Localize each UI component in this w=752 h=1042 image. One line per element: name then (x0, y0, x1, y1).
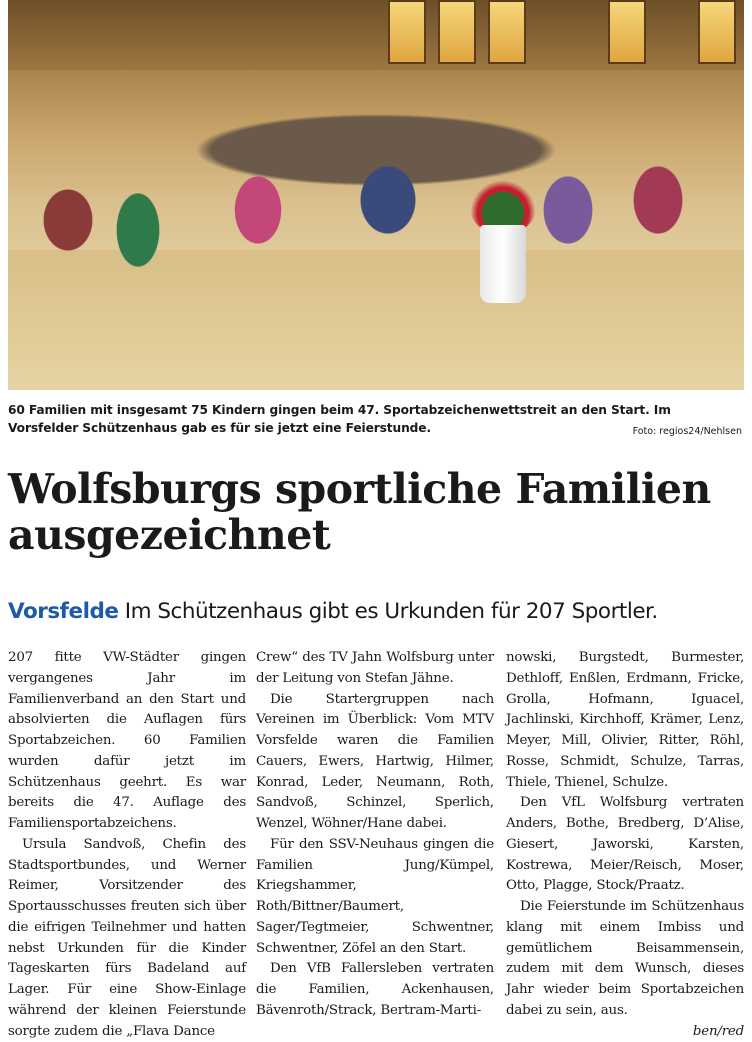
photo-window (488, 0, 526, 64)
paragraph: nowski, Burgstedt, Burmester, Dethloff, Enßlen, Erdmann, Fricke, Grolla, Hofmann, Iguacel, Jachlinski, Kirchhoff, Krämer, Lenz, Meyer, Mill, Olivier, Ritter, Röhl, Rosse, Schmidt, Schulze, Tarras, Thiele, Thienel, Schulze. (506, 648, 744, 793)
paragraph: 207 fitte VW-Städter gingen vergangenes Jahr im Familienverband an den Start und absolvierten die Auflagen fürs Sportabzeichen. 60 Familien wurden dafür jetzt im Schützenhaus geehrt. Es war bereits die 47. Auflage des Familiensportabzeichens. (8, 648, 246, 835)
flower-pot (480, 225, 526, 303)
paragraph: Die Startergruppen nach Vereinen im Überblick: Vom MTV Vorsfelde waren die Familien Cauers, Ewers, Hartwig, Hilmer, Konrad, Leder, Neumann, Roth, Sandvoß, Schinzel, Sperlich, Wenzel, Wöhner/Hane dabei. (256, 690, 494, 835)
photo-window (388, 0, 426, 64)
paragraph: Ursula Sandvoß, Chefin des Stadtsportbundes, und Werner Reimer, Vorsitzender des Sportausschusses freuten sich über die eifrigen Teilnehmer und hatten nebst Urkunden für die Kinder Tageskarten fürs Badeland auf Lager. Für eine Show-Einlage während der kleinen Feierstunde sorgte zudem die „Flava Dance (8, 835, 246, 1042)
paragraph: Den VfL Wolfsburg vertraten Anders, Bothe, Bredberg, D’Alise, Giesert, Jaworski, Karsten, Kostrewa, Meier/Reisch, Moser, Otto, Plagge, Stock/Praatz. (506, 793, 744, 897)
photo-window (438, 0, 476, 64)
photo-credit: Foto: regios24/Nehlsen (633, 426, 742, 437)
paragraph: Den VfB Fallersleben vertraten die Familien, Ackenhausen, Bävenroth/Strack, Bertram-Marti- (256, 959, 494, 1021)
article-headline: Wolfsburgs sportliche Familien ausgezeichnet (8, 466, 748, 558)
subheadline-text: Im Schützenhaus gibt es Urkunden für 207 Sportler. (125, 599, 658, 624)
photo-caption: 60 Familien mit insgesamt 75 Kindern gingen beim 47. Sportabzeichenwettstreit an den Start. Im Vorsfelder Schützenhaus gab es für sie jetzt eine Feierstunde. (8, 401, 728, 437)
photo-window (698, 0, 736, 64)
article-subheadline (8, 598, 748, 626)
author-signature: ben/red (506, 1022, 744, 1042)
article-column-1 (8, 648, 246, 1042)
paragraph: Die Feierstunde im Schützenhaus klang mit einem Imbiss und gemütlichem Beisammensein, zudem mit dem Wunsch, dieses Jahr wieder beim Sportabzeichen dabei zu sein, aus. (506, 897, 744, 1022)
article-column-2 (256, 648, 494, 1022)
photo-crowd (8, 70, 744, 300)
paragraph: Für den SSV-Neuhaus gingen die Familien Jung/Kümpel, Kriegshammer, Roth/Bittner/Baumert, Sager/Tegtmeier, Schwentner, Schwentner, Zöfel an den Start. (256, 835, 494, 960)
photo-window (608, 0, 646, 64)
article-column-3 (506, 648, 744, 1042)
group-photo (8, 0, 744, 390)
article-kicker: Vorsfelde (8, 599, 118, 624)
paragraph: Crew“ des TV Jahn Wolfsburg unter der Leitung von Stefan Jähne. (256, 648, 494, 690)
